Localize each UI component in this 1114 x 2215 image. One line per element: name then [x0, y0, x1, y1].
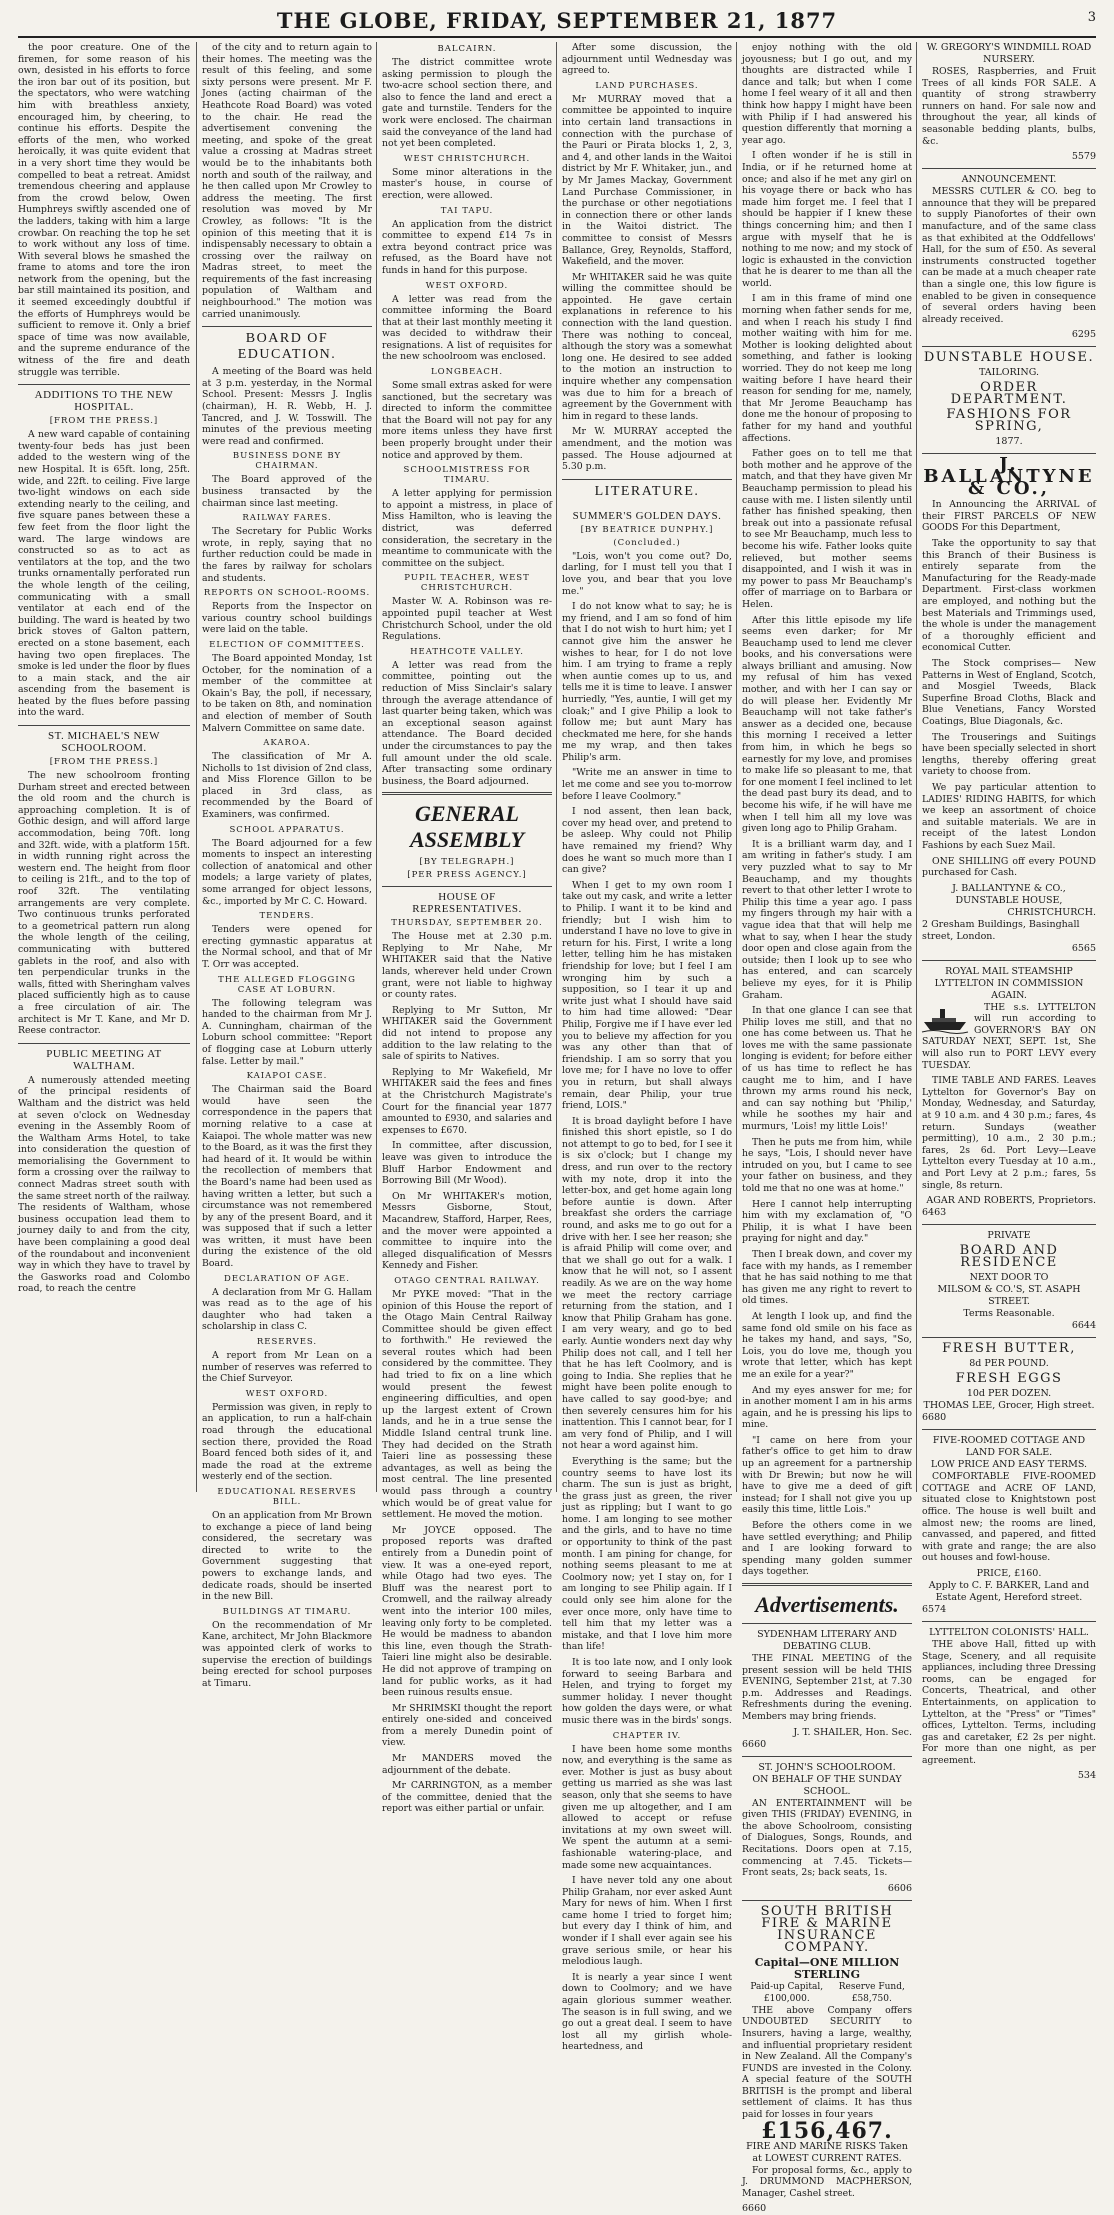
- story-paragraph: Here I cannot help interrupting him with my exclamation of, "O Philip, it is what I have been praying for night and day.": [742, 1198, 912, 1245]
- ad-cottage-sale: [922, 1435, 1096, 1616]
- story-paragraph: Then I break down, and cover my face with my hands, as I remember that he has said nothing to me that has given me any right to revert to old times.: [742, 1248, 912, 1307]
- page-number: 3: [1087, 10, 1096, 25]
- article-paragraph: A numerously attended meeting of the principal residents of Waltham and the district was held at seven o'clock on Wednesday evening in the Assembly Room of the Waltham Arms Hotel, to take into consideration the question of memorialising the Government to form a crossing over the railway to connect Madras street south with the same street north of the railway. The residents of Waltham, whose business occupation lead them to journey daily to and from the city, have been complaining a good deal of the roundabout and inconvenient way in which they have to travel by the Gasworks road and Colombo road, to reach the centre: [18, 1074, 190, 1295]
- ad-lyttelton-steamship: [922, 966, 1096, 1220]
- article-paragraph: A letter was read from the committee informing the Board that at their last monthly meeting it was decided to withdraw their resignations. A list of requisites for the new schoolroom was enclosed.: [382, 293, 552, 363]
- headline-hospital: ADDITIONS TO THE NEW HOSPITAL.: [18, 384, 190, 413]
- story-paragraph: It is broad daylight before I have finished this short epistle, so I do not attempt to go to bed, for I see it is six o'clock; but I change my dress, and run over to the rectory with my note, drop it into the letter-box, and get home again long before auntie is down. After breakfast she orders the carriage round, and asks me to go out for a drive with her. I see her reason; she is afraid Philip will come over, and that we shall go out for a walk. I know that he will not, so I assent readily. As we are on the way home we meet the rectory carriage returning from the station, and I know that Philip Graham has gone. I am very weary, and go to bed early. Auntie wonders next day why Philip does not call, and I tell her that he has left Coolmory, and is going to India. She replies that he might have been polite enough to have called to say good-bye; and then severely censures him for his inattention. This I cannot bear, for I am very fond of Philip, and I will not hear a word against him.: [562, 1115, 732, 1452]
- subheading: HEATHCOTE VALLEY.: [410, 646, 524, 657]
- story-paragraph: It is too late now, and I only look forward to seeing Barbara and Helen, and trying to forget my summer holiday. I never thought how golden the days were, or what music there was in the birds' songs.: [562, 1657, 732, 1726]
- column-5: [742, 42, 912, 2215]
- article-paragraph: The district committee wrote asking permission to plough the two-acre school section there, and also to fence the land and erect a gate and turnstile. Tenders for the work were enclosed. The chairman said the conveyance of the land had not yet been completed.: [382, 57, 552, 150]
- ad-number: 6680: [922, 1412, 947, 1424]
- story-paragraph: I have been home some months now, and everything is the same as ever. Mother is just as busy about getting us married as she was last season, only that she seems to have given me up altogether, and I am allowed to accept or refuse invitations at my own sweet will. We spent the autumn at a semi-fashionable watering-place, and made some new acquaintances.: [562, 1743, 732, 1871]
- article-paragraph: Replying to Mr Wakefield, Mr WHITAKER said the fees and fines at the Christchurch Magistrate's Court for the financial year 1877 amounted to £930, and salaries and expenses to £670.: [382, 1066, 552, 1136]
- story-paragraph: It is nearly a year since I went down to Coolmory; and we have again glorious summer weather. The season is in full swing, and we go out a great deal. I seem to have lost all my girlish whole-heartedness, and: [562, 1971, 732, 2053]
- subheading: OTAGO CENTRAL RAILWAY.: [394, 1275, 540, 1286]
- ad-line: PRIVATE: [987, 1230, 1031, 1242]
- article-paragraph: A declaration from Mr G. Hallam was read as to the age of his daughter who had taken a scholarship in class C.: [202, 1286, 372, 1333]
- ad-st-johns: [742, 1762, 912, 1895]
- article-paragraph: The House met at 2.30 p.m. Replying to Mr Nahe, Mr WHITAKER said that the Native lands, wherever held under Crown grant, were not liable to highway or county rates.: [382, 931, 552, 1001]
- ad-colonists-hall: [922, 1627, 1096, 1783]
- ad-title: FRESH BUTTER,: [942, 1341, 1076, 1357]
- ad-body: ROSES, Raspberries, and Fruit Trees of all kinds FOR SALE. A quantity of strong strawberry runners on hand. For sale now and throughout the year, all kinds of seasonable bedding plants, bulbs, &c.: [922, 66, 1096, 147]
- article-paragraph: Replying to Mr Sutton, Mr WHITAKER said the Government did not intend to propose any addition to the law relating to the sale of spirits to Natives.: [382, 1004, 552, 1063]
- ad-number: 6463: [922, 1207, 947, 1219]
- story-paragraph: Before the others come in we have settled everything; and Philip and I are looking forward to spending many golden summer days together.: [742, 1520, 912, 1578]
- ad-number: 6660: [742, 1738, 767, 1750]
- ad-line: 8d PER POUND.: [969, 1358, 1049, 1370]
- ad-risks: FIRE AND MARINE RISKS Taken at LOWEST CURRENT RATES.: [746, 2140, 908, 2164]
- ad-number: 6295: [1071, 329, 1096, 341]
- article-paragraph: Mr CARRINGTON, as a member of the committee, denied that the report was either partial or unfair.: [382, 1780, 552, 1815]
- article-paragraph: of the city and to return again to their homes. The meeting was the result of this feeling, and some sixty persons were present. Mr F. Jones (acting chairman of the Heathcote Road Board) was voted to the chair. He read the advertisement convening the meeting, and spoke of the great value a crossing at Madras street would be to the inhabitants both north and south of the railway, and he then called upon Mr Crowley to address the meeting. The first resolution was moved by Mr Crowley, as follows: "It is the opinion of this meeting that it is indispensably necessary to obtain a crossing over the railway on Madras street, to meet the requirements of the fast increasing population of Waltham and neighbourhood." The motion was carried unanimously.: [202, 42, 372, 320]
- ad-body: MESSRS CUTLER & CO. beg to announce that they will be prepared to supply Pianofortes of their own manufacture, and of the same class as that exhibited at the Oddfellows' Hall, for the sum of £50. As several instruments constructed together can be made at a much cheaper rate than a single one, this low figure is enabled to be given in consequence of several orders having been already received.: [922, 186, 1096, 325]
- ad-sydenham: [742, 1629, 912, 1751]
- subheading: RESERVES.: [256, 1337, 318, 1348]
- ad-body: The Trouserings and Suitings have been specially selected in short lengths, thereby offering great variety to choose from.: [922, 731, 1096, 778]
- subheading: TAI TAPU.: [440, 205, 494, 216]
- ad-number: 6574: [922, 1603, 947, 1615]
- column-1: [18, 42, 190, 1492]
- story-paragraph: Father goes on to tell me that both mother and he approve of the match, and that they have given Mr Beauchamp permission to plead his cause with me. I listen silently until father has finished speaking, then break out into a passionate refusal to see Mr Beauchamp, much less to become his wife. Father looks quite relieved, but mother seems disappointed, and I wish it was in my power to pass Mr Beauchamp's offer of marriage on to Barbara or Helen.: [742, 448, 912, 610]
- divider: [922, 960, 1096, 961]
- ad-title: ROYAL MAIL STEAMSHIP LYTTELTON IN COMMISSION AGAIN.: [934, 965, 1084, 1001]
- story-paragraph: When I get to my own room I take out my cask, and write a letter to Philip. I want it to be kind and friendly; but I wish him to understand I have no love to give in return for his. First, I write a long letter, telling him he has mistaken friendship for love; but I feel I am wronging him by such a supposition, so I tear it up and write just what I should have said to him had time allowed: "Dear Philip, Forgive me if I have ever led you to believe my affection for you was any other than that of friendship. I am so sorry that you love me; for I have no love to offer you in return, but shall always remain, dear Philip, your true friend, LOIS.": [562, 879, 732, 1112]
- subheading: SCHOOLMISTRESS FOR TIMARU.: [403, 465, 531, 486]
- subheading: TENDERS.: [259, 911, 315, 922]
- headline-literature: LITERATURE.: [562, 479, 732, 500]
- article-paragraph: Permission was given, in reply to an application, to run a half-chain road through the educational section there, provided the Road Board fenced both sides of it, and made the road at the extreme westerly end of the section.: [202, 1401, 372, 1483]
- column-6: [922, 42, 1096, 1782]
- story-paragraph: "Lois, won't you come out? Do, darling, for I must tell you that I love you, and bear that you love me.": [562, 550, 732, 597]
- article-paragraph: Reports from the Inspector on various country school buildings were laid on the table.: [202, 601, 372, 636]
- article-paragraph: The following telegram was handed to the chairman from Mr J. A. Cunningham, chairman of the Loburn school committee: "Report of flogging case at Loburn utterly false. Letter by mail.": [202, 997, 372, 1067]
- article-paragraph: Mr MURRAY moved that a committee be appointed to inquire into certain land transactions in connection with the purchase of the Pauri or Pirata blocks 1, 2, 3, and 4, and other lands in the Waitoi district by Mr F. Whitaker, jun., and by Mr James Mackay, Government Land Purchase Commissioner, in the purchase or other negotiations in connection there or other lands in the Waitoi district. The committee to consist of Messrs Ballance, Grey, Reynolds, Stafford, Wakefield, and the mover.: [562, 93, 732, 268]
- ad-title: SYDENHAM LITERARY AND DEBATING CLUB.: [757, 1629, 897, 1652]
- subheading: DECLARATION OF AGE.: [224, 1273, 350, 1284]
- dateline: THURSDAY, SEPTEMBER 20.: [391, 918, 543, 929]
- story-paragraph: It is a brilliant warm day, and I am writing in father's study. I am very puzzled what to say to Mr Beauchamp, and my thoughts revert to that other letter I wrote to Philip this time a year ago. I pass my fingers through my hair with a vague idea that that will help me what to say, when I hear the study door open and close again from the outside; then I look up to see who has entered, and can scarcely believe my eyes, for it is Philip Graham.: [742, 838, 912, 1001]
- story-title: SUMMER'S GOLDEN DAYS.: [572, 509, 722, 522]
- ad-funds: [742, 1981, 912, 2005]
- subheading: BALCAIRN.: [437, 44, 497, 54]
- article-paragraph: In committee, after discussion, leave was given to introduce the Bluff Harbor Endowment and Borrowing Bill (Mr Wood).: [382, 1140, 552, 1187]
- story-paragraph: And my eyes answer for me; for in another moment I am in his arms again, and he is pressing his lips to mine.: [742, 1384, 912, 1431]
- ad-title: W. GREGORY'S WINDMILL ROAD NURSERY.: [926, 42, 1092, 65]
- article-paragraph: The Secretary for Public Works wrote, in reply, saying that no further reduction could be made in the fares by railway for scholars and students.: [202, 526, 372, 584]
- story-paragraph: "Write me an answer in time to let me come and see you to-morrow before I leave Coolmory.": [562, 767, 732, 802]
- ad-price: PRICE, £160.: [976, 1567, 1042, 1579]
- divider: [742, 1900, 912, 1901]
- ad-south-british: [742, 1903, 912, 2215]
- page-columns: [18, 42, 1096, 2215]
- subheading: WEST OXFORD.: [245, 1388, 329, 1399]
- divider: [922, 1429, 1096, 1430]
- subheading: REPORTS ON SCHOOL-ROOMS.: [203, 588, 371, 599]
- ad-line: 10d PER DOZEN.: [966, 1388, 1052, 1400]
- byline: [BY BEATRICE DUNPHY.]: [580, 524, 714, 535]
- article-paragraph: Mr JOYCE opposed. The proposed reports was drafted entirely from a Dunedin point of view. It was a one-eyed report, while Otago had two eyes. The Bluff was the nearest port to Cromwell, and the railway already went into the interior 100 miles, leaving only forty to be completed. He would be madness to abandon this line, even though the Strath-Taieri line might also be desirable. He did not approve of tramping on land for public works, as it had been ruinous results ensue.: [382, 1524, 552, 1699]
- headline-house: HOUSE OF REPRESENTATIVES.: [382, 886, 552, 915]
- ad-title: BOARD AND RESIDENCE: [959, 1243, 1059, 1271]
- ad-capital: Capital—ONE MILLION STERLING: [754, 1955, 900, 1981]
- ad-title: DUNSTABLE HOUSE.: [923, 350, 1095, 366]
- ad-body: AN ENTERTAINMENT will be given THIS (FRIDAY) EVENING, in the above Schoolroom, consisting of Dialogues, Songs, Rounds, and Recitations. Doors open at 7.15, commencing at 7.45. Tickets—Front seats, 2s; back seats, 1s.: [742, 1797, 912, 1879]
- ad-signature: THOMAS LEE, Grocer, High street.: [923, 1400, 1095, 1412]
- divider: [742, 1623, 912, 1624]
- story-paragraph: I do not know what to say; he is my friend, and I am so fond of him that I do not wish to hurt him; yet I cannot give him the answer he wishes to hear, for I do not love him. I am trying to frame a reply when auntie comes up to us, and tells me it is time to leave. I answer hurriedly, "Yes, auntie, I will get my cloak;" and I give Philip a look to follow me; but aunt Mary has checkmated me here, for she hands me my wrap, and then takes Philip's arm.: [562, 601, 732, 763]
- article-paragraph: A meeting of the Board was held at 3 p.m. yesterday, in the Normal School. Present: Messrs J. Inglis (chairman), H. R. Webb, H. J. Tancred, and J. W. Tosswill. The minutes of the previous meeting were read and confirmed.: [202, 366, 372, 447]
- article-paragraph: The Board appointed Monday, 1st October, for the nomination of a member of the committee at Okain's Bay, the poll, if necessary, to be taken on 8th, and nomination and election of member of South Malvern Committee on same date.: [202, 652, 372, 734]
- article-paragraph: Mr WHITAKER said he was quite willing the committee should be appointed. He gave certain explanations in reference to his connection with the land question. There was nothing to conceal, although the story was a somewhat long one. He desired to see added to the motion an instruction to inquire whether any compensation was due to him for a breach of agreement by the Government with him in regard to these lands.: [562, 271, 732, 422]
- ad-body: TIME TABLE AND FARES. Leaves Lyttelton for Governor's Bay on Monday, Wednesday, and Saturday, at 9 10 a.m. and 4 30 p.m.; fares, 4s return. Sundays (weather permitting), 10 a.m., 2 30 p.m.; fares, 2s 6d. Port Levy—Leave Lyttelton every Tuesday at 10 a.m., and Port Levy at 2 p.m.; fares, 5s single, 8s return.: [922, 1075, 1096, 1191]
- story-paragraph: Everything is the same; but the country seems to have lost its charm. The sun is just as bright, the grass just as green, the river just as rippling; but I want to go home. I am longing to see mother and the girls, and to have no time or opportunity to think of the past month. I am pining for change, for nothing seems pleasant to me at Coolmory now; yet I stay on, for I am longing to see Philip again. If I could only see him alone for the ever once more, only have time to tell him that my letter was a mistake, and that I love him more than life!: [562, 1455, 732, 1653]
- subheading: PUPIL TEACHER, WEST CHRISTCHURCH.: [404, 573, 530, 594]
- story-paragraph: I am in this frame of mind one morning when father sends for me, and when I reach his study I find mother waiting with him for me. Mother is looking delighted about something, and father is looking worried. They do not keep me long waiting before I have heard their reason for sending for me, namely, that Mr Jerome Beauchamp has done me the honour of proposing to father for my hand and youthful affections.: [742, 293, 912, 444]
- ad-cutler-pianos: [922, 174, 1096, 341]
- ad-footer: For proposal forms, &c., apply to J. DRUMMOND MACPHERSON, Manager, Cashel street.: [742, 2164, 912, 2199]
- ad-line: ORDER DEPARTMENT.: [950, 380, 1068, 408]
- ad-line: MILSOM & CO.'S, ST. ASAPH STREET.: [937, 1284, 1081, 1308]
- article-paragraph: Mr W. MURRAY accepted the amendment, and the motion was passed. The House adjourned at 5.30 p.m.: [562, 426, 732, 473]
- story-paragraph: At length I look up, and find the same fond old smile on his face as he takes my hand, and says, "So, Lois, you do love me, though you wrote that letter, which has kept me an exile for a year?": [742, 1310, 912, 1380]
- article-paragraph: Some minor alterations in the master's house, in course of erection, were allowed.: [382, 166, 552, 201]
- column-rule: [556, 42, 557, 1492]
- subheading: KAIAPOI CASE.: [246, 1071, 328, 1082]
- newspaper-title: THE GLOBE, FRIDAY, SEPTEMBER 21, 1877: [276, 8, 838, 33]
- ad-title: ANNOUNCEMENT.: [961, 174, 1057, 186]
- article-paragraph: On Mr WHITAKER's motion, Messrs Gisborne, Stout, Macandrew, Stafford, Harper, Rees, and the mover were appointed a committee to inquire into the alleged disqualification of Messrs Kennedy and Fisher.: [382, 1190, 552, 1272]
- article-paragraph: Mr PYKE moved: "That in the opinion of this House the report of the Otago Main Central Railway Committee should be given effect to forthwith." He reviewed the several routes which had been considered by the committee. They had tried to fix on a line which would present the fewest engineering difficulties, and open up the largest extent of Crown lands, and he in a true sense the Middle Island central trunk line. They had decided on the Strath Taieri line as possessing these advantages, as well as being the most central. The line presented would pass through a country which would be of great value for settlement. He moved the motion.: [382, 1288, 552, 1521]
- headline-waltham: PUBLIC MEETING AT WALTHAM.: [18, 1043, 190, 1072]
- article-paragraph: On the recommendation of Mr Kane, architect, Mr John Blackmore was appointed clerk of works to supervise the erection of buildings being erected for school purposes at Timaru.: [202, 1619, 372, 1689]
- ad-line: NEXT DOOR TO: [969, 1272, 1049, 1284]
- ad-signature: AGAR AND ROBERTS, Proprietors.: [926, 1195, 1096, 1207]
- divider: [922, 168, 1096, 169]
- source-line: [FROM THE PRESS.]: [49, 757, 159, 768]
- divider: [922, 1621, 1096, 1622]
- subheading: EDUCATIONAL RESERVES BILL.: [217, 1486, 357, 1507]
- ad-gregory-nursery: [922, 42, 1096, 163]
- subheading: WEST CHRISTCHURCH.: [403, 153, 531, 164]
- subheading: ELECTION OF COMMITTEES.: [209, 639, 365, 650]
- ad-body: COMFORTABLE FIVE-ROOMED COTTAGE and ACRE OF LAND, situated close to Knightstown post office. The house is well built and almost new; the rooms are lined, canvassed, and papered, and fitted with grate and range; the are also out houses and fowl-house.: [922, 1471, 1096, 1564]
- ad-line: FASHIONS FOR SPRING,: [946, 407, 1072, 435]
- article-paragraph: An application from the district committee to expend £14 7s in extra beyond contract price was refused, as the Board have not funds in hand for this purpose.: [382, 218, 552, 276]
- story-paragraph: enjoy nothing with the old joyousness; but I go out, and my thoughts are distracted while I dance and talk; but when I come home I feel weary of it all and then think how happy I might have been with Philip if I had answered his question differently that morning a year ago.: [742, 42, 912, 146]
- ad-number: 6644: [1071, 1320, 1096, 1332]
- subheading: BUSINESS DONE BY CHAIRMAN.: [232, 451, 342, 472]
- divider: [922, 1224, 1096, 1225]
- article-paragraph: A report from Mr Lean on a number of reserves was referred to the Chief Surveyor.: [202, 1350, 372, 1385]
- column-4: [562, 42, 732, 2053]
- headline-advertisements: Advertisements.: [755, 1592, 899, 1617]
- ad-line: LOW PRICE AND EASY TERMS.: [930, 1459, 1088, 1471]
- ad-title: LYTTELTON COLONISTS' HALL.: [929, 1626, 1089, 1638]
- subheading: BUILDINGS AT TIMARU.: [222, 1606, 352, 1617]
- subheading: RAILWAY FARES.: [242, 513, 332, 524]
- paid-up-capital: Paid-up Capital, £100,000.: [750, 1981, 824, 2004]
- ad-signature: Apply to C. F. BARKER, Land and Estate Agent, Hereford street.: [928, 1579, 1090, 1603]
- ad-number: 6660: [742, 2203, 767, 2215]
- headline-schoolroom: ST. MICHAEL'S NEW SCHOOLROOM.: [18, 725, 190, 754]
- byline-note: (Concluded.): [613, 537, 681, 548]
- article-paragraph: The Chairman said the Board would have seen the correspondence in the papers that morning relative to a case at Kaiapoi. The whole matter was new to the Board, as it was the first they had heard of it. It would be within the recollection of members that the Board's name had been used as having written a letter, but such a circumstance was not remembered by any of the present Board, and it was supposed that if such a letter was written, it must have been during the existence of the old Board.: [202, 1084, 372, 1270]
- article-paragraph: Tenders were opened for erecting gymnastic apparatus at the Normal school, and that of Mr T. Orr was accepted.: [202, 924, 372, 970]
- story-paragraph: "I came on here from your father's office to get him to draw up an agreement for a partnership with Dr Brewin; but now he will have to give me a deed of gift instead; for I shall not give you up easily this time, little Lois.": [742, 1434, 912, 1516]
- chapter-heading: CHAPTER IV.: [612, 1730, 682, 1741]
- ad-body: Terms Reasonable.: [963, 1308, 1055, 1320]
- story-paragraph: After this little episode my life seems even darker; for Mr Beauchamp used to lend me clever books, and his conversations were always brilliant and amusing. Now my refusal of him has vexed mother, and with her I can say or do will please her. Evidently Mr Beauchamp will not take father's answer as a decided one, because this morning I received a letter from him, in which he begs so earnestly for my love, and promises to make life so pleasant to me, that for one moment I feel inclined to let the dead past bury its dead, and to become his wife, if he will have me when I tell him all my love was given long ago to Philip Graham.: [742, 614, 912, 835]
- ad-body: THE above Company offers UNDOUBTED SECURITY to Insurers, having a large, wealthy, and influential proprietary resident in New Zealand. All the Company's FUNDS are invested in the Colony. A special feature of the SOUTH BRITISH is the prompt and liberal settlement of claims. It has thus paid for losses in four years: [742, 2004, 912, 2121]
- ad-body: THE s.s. LYTTELTON will run according to GOVERNOR'S BAY ON SATURDAY NEXT, SEPT. 1st, She will also run to PORT LEVY every TUESDAY.: [922, 1001, 1096, 1071]
- article-paragraph: Some small extras asked for were sanctioned, but the secretary was directed to inform the committee that the Board will not pay for any more items unless they have first been properly brought under their notice and approved by them.: [382, 380, 552, 461]
- column-rule: [196, 42, 197, 1492]
- divider: [922, 346, 1096, 347]
- article-paragraph: After some discussion, the adjournment until Wednesday was agreed to.: [562, 42, 732, 77]
- article-paragraph: The Board approved of the business transacted by the chairman since last meeting.: [202, 474, 372, 509]
- ad-signature: J. T. SHAILER, Hon. Sec.: [793, 1726, 912, 1738]
- divider: [742, 1756, 912, 1757]
- story-paragraph: I often wonder if he is still in India, or if he returned home at once; and also if he met any girl on his voyage there or back who has made him forget me. I feel that I should be happier if I knew these things concerning him; and then I argue with myself that he is nothing to me now; and my stock of logic is exhausted in the conviction that he is dearer to me than all the world.: [742, 150, 912, 289]
- ad-amount: £156,467.: [761, 2117, 893, 2144]
- article-paragraph: The classification of Mr A. Nicholls to 1st division of 2nd class, and Miss Florence Gillon to be placed in 3rd class, as recommended by the Board of Examiners, was confirmed.: [202, 751, 372, 821]
- ad-title: FRESH EGGS: [955, 1371, 1063, 1387]
- ad-signature: DUNSTABLE HOUSE,: [955, 894, 1063, 906]
- ad-line: TAILORING.: [978, 367, 1039, 379]
- steamship-icon: [922, 1006, 968, 1034]
- divider: [922, 1337, 1096, 1338]
- article-paragraph: Master W. A. Robinson was re-appointed pupil teacher at West Christchurch School, under the old Regulations.: [382, 596, 552, 643]
- article-paragraph: Mr MANDERS moved the adjournment of the debate.: [382, 1753, 552, 1776]
- ad-body: In Announcing the ARRIVAL of their FIRST PARCELS OF NEW GOODS For this Department,: [922, 499, 1096, 534]
- subheading: AKAROA.: [263, 738, 311, 749]
- source-line: [BY TELEGRAPH.]: [419, 857, 515, 868]
- article-paragraph: The new schoolroom fronting Durham street and erected between the old room and the church is approaching completion. It is of Gothic design, and will afford large accommodation, being 70ft. long and 32ft. wide, with a platform 15ft. in width running right across the western end. The height from floor to ceiling is 21ft., and to the top of roof 32ft. The ventilating arrangements are very complete. Two continuous trunks perforated to a geometrical pattern run along the whole length of the ceiling, communicating with buttered gablets in the roof, and also with ten perpendicular trunks in the walls, fitted with Sheringham valves placed sufficiently high as to cause a free circulation of air. The architect is Mr T. Kane, and Mr D. Reese contractor.: [18, 770, 190, 1037]
- ad-body: ONE SHILLING off every POUND purchased for Cash.: [922, 855, 1096, 879]
- article-paragraph: On an application from Mr Brown to exchange a piece of land being considered, the secretary was directed to write to the Government suggesting that powers to exchange lands, and dedicate roads, should be inserted in the new Bill.: [202, 1509, 372, 1603]
- ad-firm-name: J. BALLANTYNE & CO.,: [923, 454, 1095, 500]
- ad-number: 534: [1077, 1770, 1096, 1782]
- column-rule: [736, 42, 737, 1492]
- story-paragraph: I have never told any one about Philip Graham, nor ever asked Aunt Mary for news of him. When I first came home I tried to forget him; but every day I think of him, and wonder if I shall ever again see his grave serious smile, or hear his melodious laugh.: [562, 1875, 732, 1968]
- masthead: [18, 6, 1096, 38]
- ad-body: The Stock comprises— New Patterns in West of England, Scotch, and Mosgiel Tweeds, Black Superfine Broad Cloths, Black and Blue Venetians, Fancy Worsted Coatings, Blue Diagonals, &c.: [922, 658, 1096, 727]
- ad-dunstable-house: [922, 352, 1096, 954]
- column-rule: [376, 42, 377, 1492]
- ad-signature: CHRISTCHURCH.: [1007, 906, 1096, 918]
- source-line: [PER PRESS AGENCY.]: [407, 870, 527, 881]
- ad-subtitle: ON BEHALF OF THE SUNDAY SCHOOL.: [752, 1773, 902, 1797]
- divider: [382, 792, 552, 795]
- source-line: [FROM THE PRESS.]: [49, 416, 159, 427]
- ad-title: FIVE-ROOMED COTTAGE AND LAND FOR SALE.: [932, 1435, 1086, 1459]
- subheading: THE ALLEGED FLOGGING CASE AT LOBURN.: [218, 974, 356, 995]
- subheading: WEST OXFORD.: [425, 280, 509, 291]
- story-paragraph: In that one glance I can see that Philip loves me still, and that no one has come between us. That he loves me with the same passionate longing is evident; for before either of us has time to reflect he has caught me to him, and I have thrown my arms round his neck, and can say nothing but 'Philip,' while he soothes my hair and murmurs, 'Lois! my little Lois!': [742, 1005, 912, 1133]
- article-paragraph: A letter was read from the committee, pointing out the reduction of Miss Sinclair's salary through the average attendance of last quarter being taken, which was an exceptional season against attendance. The Board decided under the circumstances to pay the full amount under the old scale. After transacting some ordinary business, the Board adjourned.: [382, 659, 552, 787]
- column-2: [202, 42, 372, 1689]
- ad-line: 1877.: [995, 436, 1023, 448]
- article-paragraph: Mr SHRIMSKI thought the report entirely one-sided and conceived from a merely Dunedin point of view.: [382, 1702, 552, 1749]
- ad-number: 6565: [1071, 942, 1096, 954]
- article-paragraph: A letter applying for permission to appoint a mistress, in place of Miss Hamilton, who is leaving the district, was deferred consideration, the secretary in the meantime to communicate with the committee on the subject.: [382, 488, 552, 569]
- ad-board-residence: [922, 1230, 1096, 1332]
- ad-number: 6606: [887, 1882, 912, 1894]
- subheading: LONGBEACH.: [430, 367, 504, 378]
- story-paragraph: Then he puts me from him, while he says, "Lois, I should never have intruded on you, but I came to see your father on business, and they told me that no one was at home.": [742, 1136, 912, 1194]
- article-paragraph: The Board adjourned for a few moments to inspect an interesting collection of anatomical and other models; a large variety of plates, some arranged for object lessons, &c., imported by Mr C. C. Howard.: [202, 837, 372, 907]
- ad-fresh-butter: [922, 1343, 1096, 1424]
- headline-general-assembly: GENERAL ASSEMBLY: [409, 801, 525, 853]
- ad-body: THE above Hall, fitted up with Stage, Scenery, and all requisite appliances, including three Dressing rooms, can be engaged for Concerts, Theatrical, and other Entertainments, on application to Lyttelton, at the "Press" or "Times" offices, Lyttelton. Terms, including gas and caretaker, £2 2s per night. For more than one night, as per agreement.: [922, 1638, 1096, 1766]
- divider: [742, 1583, 912, 1586]
- subheading: SCHOOL APPARATUS.: [229, 824, 345, 835]
- article-paragraph: the poor creature. One of the firemen, for some reason of his own, desisted in his efforts to force the iron bar out of its position, but the spectators, who were watching him with breathless anxiety, encouraged him, by cheering, to continue his efforts. Despite the efforts of the men, who worked heroically, it was quite evident that in a very short time they would be compelled to beat a retreat. Amidst tremendous cheering and applause from the crowd below, Owen Humphreys swiftly ascended one of the ladders, taking with him a large crowbar. On reaching the top he set to work without any loss of time. With several blows he smashed the frame to atoms and tore the iron network from the opening, but the bar still maintained its position, and it seemed exceedingly doubtful if the efforts of Humphreys would be sufficient to remove it. Only a brief space of time was now available, and the supreme endurance of the witness of the fire and death struggle was terrible.: [18, 42, 190, 378]
- headline-education: BOARD OF EDUCATION.: [202, 326, 372, 363]
- column-3: [382, 42, 552, 1815]
- article-paragraph: A new ward capable of containing twenty-four beds has just been added to the western wing of the new Hospital. It is 65ft. long, 25ft. wide, and 22ft. to ceiling. Five large two-light windows on each side extending nearly to the ceiling, and five square panes between these a few feet from the floor light the ward. The large windows are constructed so as to act as ventilators at the top, and the two trunks ornamentally perforated run the whole length of the ceiling, communicating with a small ventilator at each end of the building. The ward is heated by two brick stoves of Galton pattern, erected on a stone basement, each having two open fireplaces. The smoke is led under the floor by flues to a main stack, and the air ascending from the basement is heated by the flues before passing into the ward.: [18, 429, 190, 719]
- ad-body: We pay particular attention to LADIES' RIDING HABITS, for which we keep an assortment of choice and suitable materials. We are in receipt of the latest London Fashions by each Suez Mail.: [922, 781, 1096, 851]
- ad-signature: J. BALLANTYNE & CO.,: [952, 882, 1066, 894]
- story-paragraph: I nod assent, then lean back, cover my head over, and pretend to be asleep. Why could not Philip have remained my friend? Why does he want so much more than I can give?: [562, 806, 732, 876]
- ad-number: 5579: [1071, 151, 1096, 163]
- ad-body: Take the opportunity to say that this Branch of their Business is entirely separate from the Manufacturing for the Ready-made Department. First-class workmen are employed, and nothing but the best Materials and Trimmings used, the whole is under the management of a thoroughly efficient and economical Cutter.: [922, 538, 1096, 654]
- ad-address: 2 Gresham Buildings, Basinghall street, London.: [922, 918, 1080, 942]
- ad-title: ST. JOHN'S SCHOOLROOM.: [758, 1761, 896, 1773]
- reserve-fund: Reserve Fund, £58,750.: [838, 1981, 905, 2004]
- subheading: LAND PURCHASES.: [595, 80, 699, 91]
- ad-title: SOUTH BRITISH FIRE & MARINE INSURANCE COMPANY.: [760, 1903, 894, 1955]
- ad-body: THE FINAL MEETING of the present session will be held THIS EVENING, September 21st, at 7.30 p.m. Addresses and Readings. Refreshments during the evening. Members may bring friends.: [742, 1653, 912, 1722]
- column-rule: [916, 42, 917, 1492]
